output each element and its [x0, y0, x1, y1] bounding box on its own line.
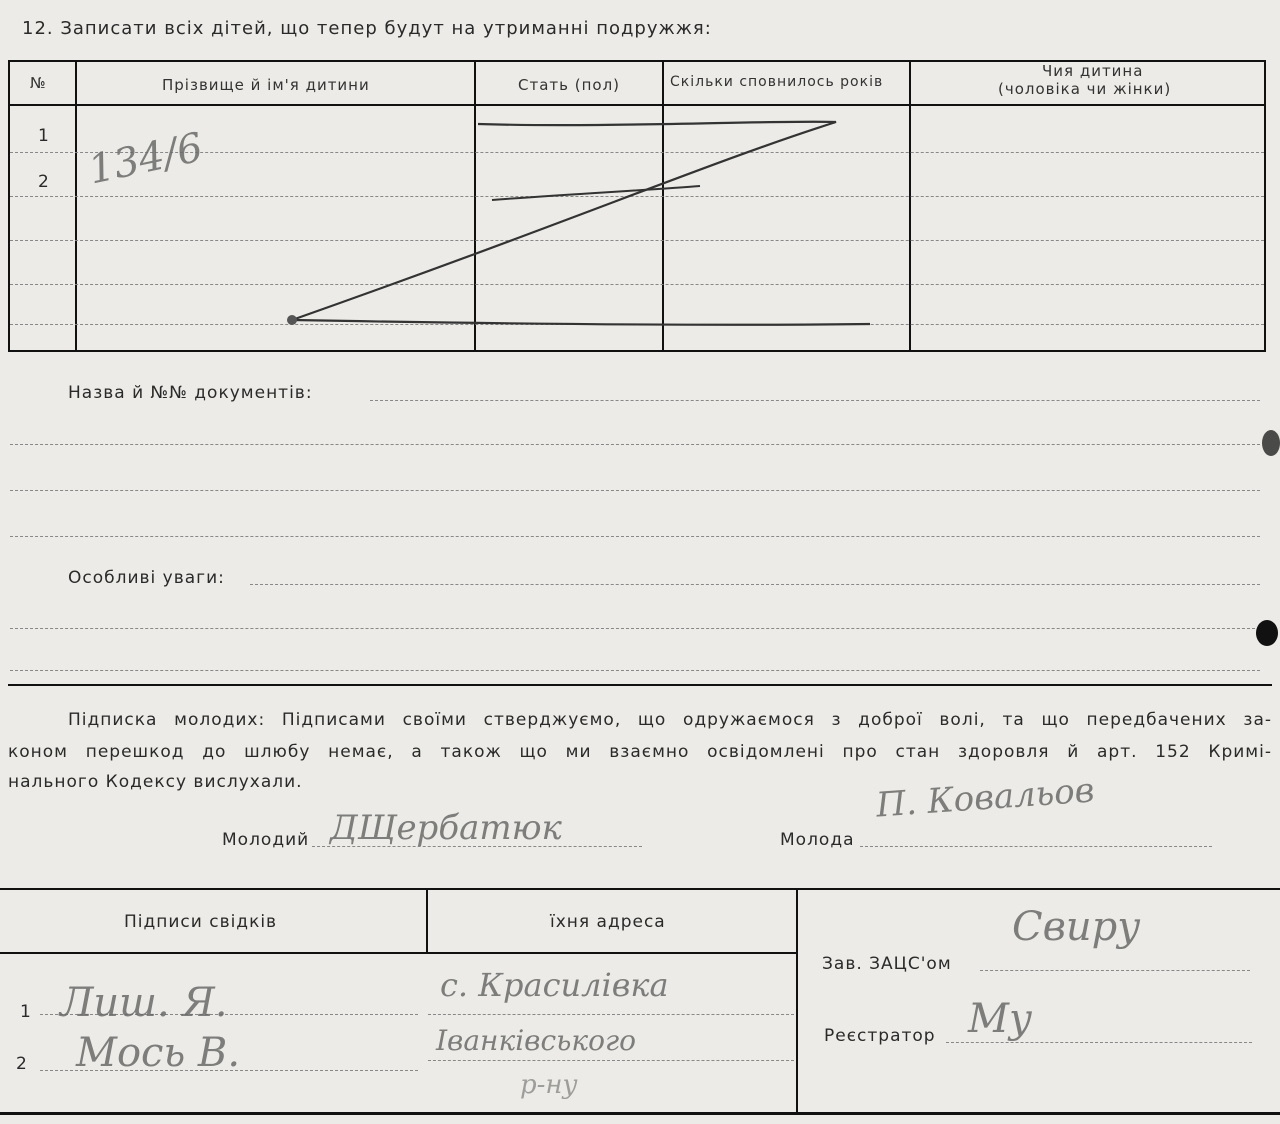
remarks-line-1 — [250, 584, 1260, 585]
witness-table-top-rule — [0, 888, 1280, 890]
punch-hole — [1262, 430, 1280, 456]
registrar-label: Реєстратор — [824, 1026, 936, 1046]
witness-address-1: с. Красилівка — [440, 966, 669, 1004]
documents-line-2 — [10, 444, 1260, 445]
documents-line-3 — [10, 490, 1260, 491]
documents-line-4 — [10, 536, 1260, 537]
remarks-label: Особливі уваги: — [68, 568, 225, 588]
groom-signature: ДЩербатюк — [330, 808, 562, 848]
section-12-heading: 12. Записати всіх дітей, що тепер будут на утриманні подружжя: — [22, 18, 712, 39]
bride-label: Молода — [780, 830, 855, 850]
zags-head-signature: Свиру — [1012, 904, 1141, 950]
remarks-line-2 — [10, 628, 1260, 629]
witness-address-header: їхня адреса — [550, 912, 666, 932]
strike-out-mark — [10, 62, 1264, 352]
col-header-sex: Стать (пол) — [518, 76, 621, 94]
witness-row-1: 1 — [20, 1002, 32, 1022]
row-number-1: 1 — [38, 126, 50, 146]
witness-address-3: р-ну — [520, 1070, 578, 1100]
zags-head-label: Зав. ЗАЦС'ом — [822, 954, 952, 974]
pledge-line-1: Підписка молодих: Підписами своїми стверджуємо, що одружаємося з доброї волі, та що передбачених за- — [68, 710, 1272, 730]
row-number-2: 2 — [38, 172, 50, 192]
punch-hole — [1256, 620, 1278, 646]
witness-table-bottom-rule — [0, 1112, 1280, 1115]
col-header-age: Скільки сповнилось років — [670, 74, 884, 90]
witness-signature-2: Мось В. — [76, 1030, 241, 1076]
col-header-whose-1: Чия дитина — [1042, 62, 1144, 80]
bride-signature: П. Ковальов — [874, 770, 1096, 826]
documents-line-1 — [370, 400, 1260, 401]
col-header-num: № — [30, 74, 47, 92]
witness-row-2: 2 — [16, 1054, 28, 1074]
registrar-signature: Му — [968, 996, 1033, 1042]
documents-label: Назва й №№ документів: — [68, 383, 313, 403]
col-header-whose-2: (чоловіка чи жінки) — [998, 80, 1172, 98]
col-header-child-name: Прізвище й ім'я дитини — [162, 76, 370, 94]
children-table — [8, 60, 1266, 352]
bride-signature-line — [860, 846, 1212, 847]
divider — [8, 684, 1272, 686]
groom-label: Молодий — [222, 830, 310, 850]
witness-signatures-header: Підписи свідків — [124, 912, 278, 932]
witness-signature-1: Лиш. Я. — [60, 980, 228, 1026]
pledge-line-2: коном перешкод до шлюбу немає, а також що ми взаємно освідомлені про стан здоровля й арт. 152 Кримі- — [8, 742, 1272, 762]
handwritten-note: 134/6 — [84, 124, 207, 194]
pledge-line-3: нального Кодексу вислухали. — [8, 772, 303, 792]
remarks-line-3 — [10, 670, 1260, 671]
witness-address-2: Іванківського — [436, 1024, 636, 1057]
